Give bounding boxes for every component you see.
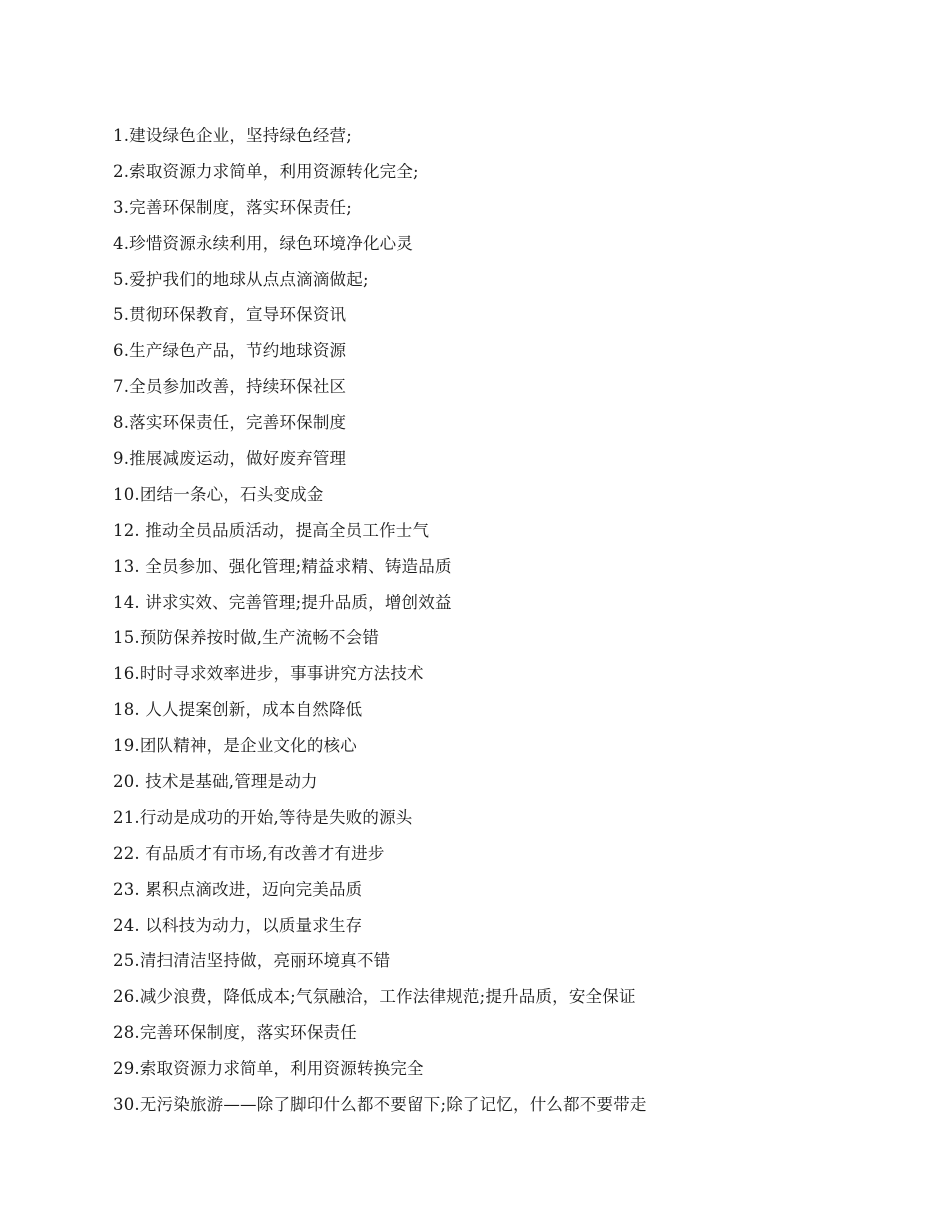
slogan-line-20: 21.行动是成功的开始,等待是失败的源头 <box>113 807 413 827</box>
slogan-line-19: 20. 技术是基础,管理是动力 <box>113 772 318 792</box>
slogan-line-2: 2.索取资源力求简单，利用资源转化完全; <box>113 161 419 181</box>
slogan-line-15: 15.预防保养按时做,生产流畅不会错 <box>113 628 380 648</box>
slogan-line-26: 28.完善环保制度，落实环保责任 <box>113 1023 357 1043</box>
slogan-line-4: 4.珍惜资源永续利用，绿色环境净化心灵 <box>113 233 414 253</box>
slogan-line-8: 7.全员参加改善，持续环保社区 <box>113 377 347 397</box>
slogan-line-5: 5.爱护我们的地球从点点滴滴做起; <box>113 269 369 289</box>
slogan-line-9: 8.落实环保责任，完善环保制度 <box>113 413 347 433</box>
slogan-line-28: 30.无污染旅游——除了脚印什么都不要留下;除了记忆，什么都不要带走 <box>113 1095 647 1115</box>
slogan-list <box>113 120 873 1125</box>
slogan-line-6: 5.贯彻环保教育，宣导环保资讯 <box>113 305 347 325</box>
slogan-line-27: 29.索取资源力求简单，利用资源转换完全 <box>113 1059 424 1079</box>
slogan-line-1: 1.建设绿色企业，坚持绿色经营; <box>113 126 353 145</box>
slogan-line-13: 13. 全员参加、强化管理;精益求精、铸造品质 <box>113 556 452 576</box>
slogan-line-21: 22. 有品质才有市场,有改善才有进步 <box>113 843 385 863</box>
slogan-line-18: 19.团队精神，是企业文化的核心 <box>113 736 357 756</box>
slogan-line-11: 10.团结一条心，石头变成金 <box>113 484 324 504</box>
slogan-line-25: 26.减少浪费，降低成本;气氛融洽，工作法律规范;提升品质，安全保证 <box>113 987 636 1007</box>
slogan-line-10: 9.推展减废运动，做好废弃管理 <box>113 449 347 469</box>
slogan-line-14: 14. 讲求实效、完善管理;提升品质，增创效益 <box>113 592 452 612</box>
slogan-line-7: 6.生产绿色产品，节约地球资源 <box>113 341 347 361</box>
slogan-line-16: 16.时时寻求效率进步，事事讲究方法技术 <box>113 664 424 684</box>
slogan-line-12: 12. 推动全员品质活动，提高全员工作士气 <box>113 520 430 540</box>
slogan-line-23: 24. 以科技为动力，以质量求生存 <box>113 915 363 935</box>
slogan-line-24: 25.清扫清洁坚持做，亮丽环境真不错 <box>113 951 391 971</box>
slogan-line-3: 3.完善环保制度，落实环保责任; <box>113 197 353 217</box>
slogan-line-17: 18. 人人提案创新，成本自然降低 <box>113 700 363 720</box>
slogan-line-22: 23. 累积点滴改进，迈向完美品质 <box>113 879 363 899</box>
